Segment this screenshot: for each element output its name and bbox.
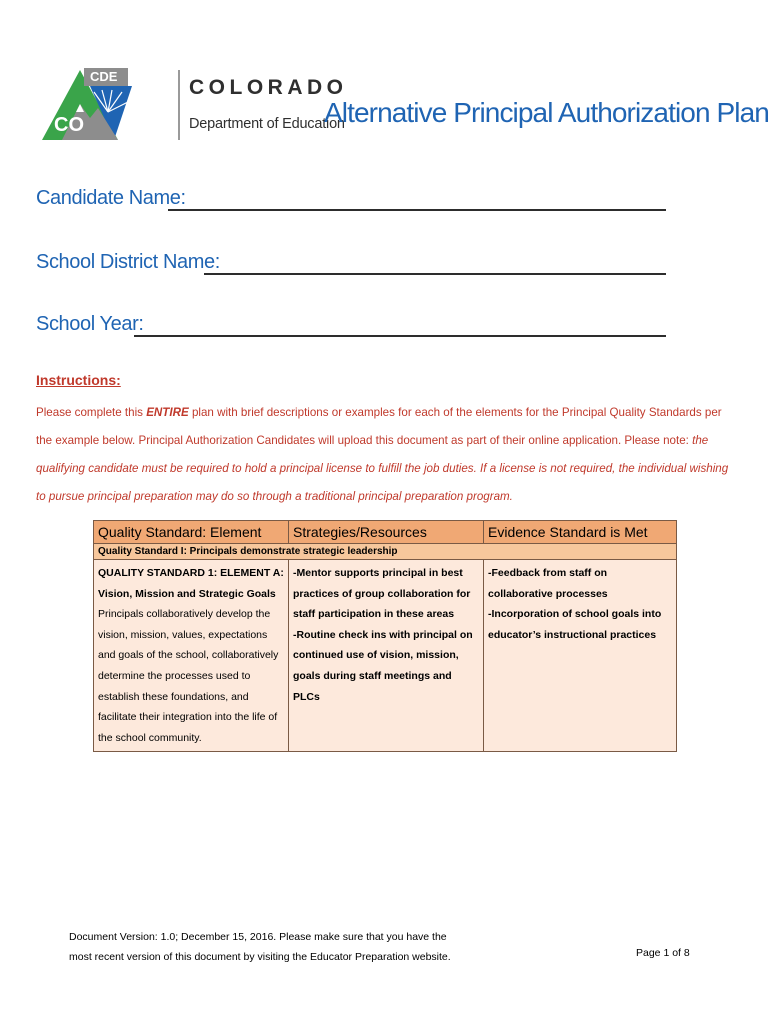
header-strategies: Strategies/Resources (289, 521, 484, 544)
element-description: Principals collaboratively develop the vision, mission, values, expectations and goals of the school, collaboratively determine the processes used to establish these foundations, and facilitate their integration into the life of the school community. (98, 608, 279, 744)
instructions-part1: Please complete this (36, 406, 147, 419)
evidence-item: -Feedback from staff on collaborative processes (488, 567, 608, 600)
instructions-part2: plan with brief descriptions or examples for each of the elements for the Principal Quality Standards per the example below. Principal Authorization Candidates will upload this document as part of their online application. Please note: (36, 406, 722, 447)
instructions-emphasis: ENTIRE (146, 406, 189, 419)
logo-department: Department of Education (189, 116, 345, 132)
page-number: Page 1 of 8 (636, 947, 690, 959)
element-title: QUALITY STANDARD 1: ELEMENT A: (98, 567, 284, 579)
candidate-name-line[interactable] (168, 209, 666, 211)
badge-top-text: CDE (90, 69, 118, 84)
table-subheader-row (94, 544, 677, 560)
table-row (94, 560, 677, 752)
instructions-text (36, 399, 736, 511)
logo-divider (178, 70, 180, 140)
school-year-label: School Year: (36, 313, 144, 335)
strategies-cell[interactable] (289, 560, 484, 752)
instructions-heading: Instructions: (36, 372, 121, 388)
school-year-field (36, 313, 144, 336)
document-title: Alternative Principal Authorization Plan (324, 97, 769, 128)
header-element: Quality Standard: Element (94, 521, 289, 544)
badge-bottom-text: CO (54, 114, 84, 136)
evidence-cell[interactable] (484, 560, 677, 752)
header-evidence: Evidence Standard is Met (484, 521, 677, 544)
strategy-item: -Mentor supports principal in best practices of group collaboration for staff participation in these areas (293, 567, 471, 621)
evidence-item: -Incorporation of school goals into educator’s instructional practices (488, 608, 662, 641)
district-name-line[interactable] (204, 273, 666, 275)
element-name: Vision, Mission and Strategic Goals (98, 587, 276, 600)
table-header-row (94, 521, 677, 544)
logo-state: COLORADO (189, 76, 348, 99)
quality-standards-table (93, 520, 677, 752)
cde-logo (42, 64, 348, 148)
instructions-italic: the qualifying candidate must be required to hold a principal license to fulfill the job duties. If a license is not required, the individual wishing to pursue principal preparation may do so through a traditional principal preparation program. (36, 434, 729, 503)
candidate-name-label: Candidate Name: (36, 187, 186, 209)
strategy-item: -Routine check ins with principal on continued use of vision, mission, goals during staff meetings and PLCs (293, 628, 473, 703)
footer-note (69, 927, 451, 967)
element-cell[interactable] (94, 560, 289, 752)
footer-line2: most recent version of this document by visiting the Educator Preparation website. (69, 951, 451, 963)
standard-subheader: Quality Standard I: Principals demonstrate strategic leadership (94, 544, 677, 560)
footer-line1: Document Version: 1.0; December 15, 2016. Please make sure that you have the (69, 931, 447, 943)
candidate-name-field (36, 187, 186, 210)
school-year-line[interactable] (134, 335, 666, 337)
district-name-field (36, 251, 220, 274)
district-name-label: School District Name: (36, 251, 220, 273)
